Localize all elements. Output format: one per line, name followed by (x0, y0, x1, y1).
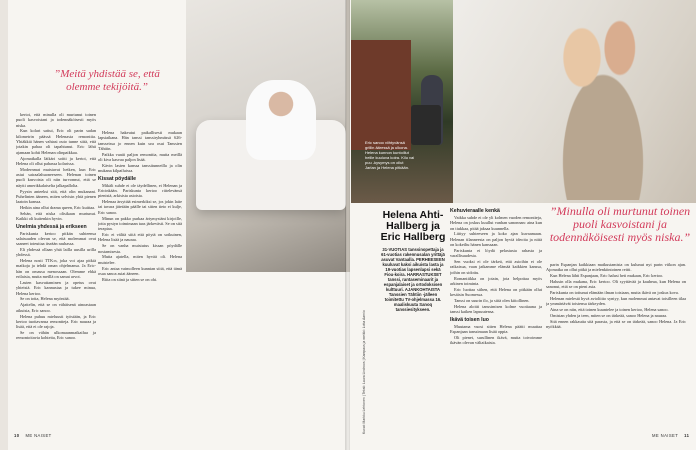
photo-couple-portrait (453, 0, 696, 203)
fact-box-title: Helena Ahti-Hallberg ja Eric Hallberg (380, 209, 446, 243)
paragraph: Sitä ennen rakkautta sitä parasta, ja että se on tärkeää, sanoo Helena. Ja Eric nyökkää. (546, 319, 686, 330)
paragraph: Se on vanha muistutus kissan pöydälle nostamisesta. (98, 243, 182, 254)
photo-grilling (351, 0, 453, 203)
paragraph: Liittyy suhteeseen ja koko ajan kuvaamaan. Helenan tilanneesta on paljon hyviä ideoita ja niitä on kokeiltu hänen kanssaan. (450, 231, 542, 248)
paragraph: Kun Helena lähti Espanjaan, Eric halusi heti mukaan, Eric kertoo. (550, 273, 664, 279)
paragraph: Eric antaa vaimolleen kunnian siitä, että tämä osaa sanoa asiat ääneen. (98, 265, 182, 276)
fact-box (380, 210, 446, 434)
paragraph: Vaikka suhde ei ole yli kolmen vuoden remontteja, Helena on joskus kuullut vanhan sanonnan: aina kun on tiukkaa, pitää jaksaa kuunnella. (450, 215, 542, 231)
photo-credit: Kuvat: Markku Lehtonen | Teksti: Laura Lindroos | Kampaus ja meikki: Lotta Aarnio (362, 310, 366, 434)
paragraph: Ajomatkalla läikäri soitti ja kertoi, että Helena oli ollut pahassa kolarissa. (16, 155, 96, 166)
folio-left (14, 433, 52, 438)
paragraph: Eric ei välitä siitä että pöytä on sotkuinen, Helena lisää ja nauraa. (98, 232, 182, 243)
pull-quote-right: ”Minulla oli murtunut toinen puoli kasvoistani ja todennäköisesti myös niska.” (549, 204, 691, 244)
paragraph: Aina se on niin, että toinen kuuntelee ja toinen kertoo, Helena sanoo. (550, 307, 669, 313)
section-heading: Kissat pöydälle (98, 175, 137, 182)
paragraph: Muutama vuosi sitten Helena päätti muuttaa Espanjaan tanssimaan lisää oppia. (450, 323, 542, 334)
paragraph: Pariskunta ei löydä pelastusta rahasta ja varallisuudesta. (450, 247, 542, 259)
paragraph: Mutta ajatella, miten hyvää oli. Helena muistelee. (98, 254, 182, 265)
section-heading: Ikävä toisen luo (450, 316, 489, 323)
paragraph: parin Espanjan kaikkiaan matkustamista on kulunut nyt parin viikon ajan. Ajomatka on ollut pitkä ja mielenkiintoinen reitti. (546, 262, 686, 273)
paragraph: Se on vähän ulkomaanmatkailua ja remontoitavia kohteita, Eric sanoo. (16, 330, 96, 341)
grill (411, 105, 441, 145)
paragraph: Minun on pakko purkaa ärtymystäni kirjoille, jotta pystyn toimimaan taas järkevästi. Se on sitä terapiaa. (98, 215, 182, 232)
photo-couple-on-sofa (186, 0, 346, 272)
paragraph: Halusin olla mukana, Eric kertoo. Oli syyttävää ja kauheaa, kun Helena on sanonut, että se on pieni asia. (546, 279, 686, 290)
paragraph: Pariskunta on tottunut elämään ilman toisiaan, mutta ikävä on joskus kova. (550, 290, 679, 296)
paragraph: Omistan yhden ja teen, miten se on tärkeää, sanoo Helena ja nauraa. (550, 313, 668, 319)
left-edge-strip (0, 0, 8, 450)
paragraph: Romantiikka on jotain, jota helpottaa myös arkinen toiminta. (450, 275, 542, 286)
paragraph: Oli pienet, surullinen ikävä, mutta toivoimme ikävän olevan väliaikaista. (450, 334, 542, 345)
paragraph: Helena hakeutui paikallisesti mukaan lapsiaikana. Hän tanssi tanssiryhmässä 626-tansseissa jo ennen kuin ura osui Tanssien Tähtiin. (98, 130, 182, 151)
folio-right (652, 433, 689, 438)
paragraph: Paikka vaatii paljon remonttia, mutta meillä oli kiva kasvaa paljon lisää. (98, 151, 182, 163)
paragraph: Kävin lasten kanssa tanssitunneilla ja olin mukana kilpailuissa. (98, 162, 182, 174)
paragraph: Kun kolari sattui, Eric oli parin sadan kilometrin päässä Helenasta remonttia. Yhtäkkiä hänen vahtasi outo tunne siitä, että jotakin pahaa oli tapahtunut. Eric lähti ajamaan kohti Helenan olinpaikkaa. (16, 128, 96, 155)
page-number: 10 (14, 433, 20, 438)
paragraph: Helena puhuu mieluusti työstään, ja Eric kertoo tuottavansa remontteja. Eric nauraa ja lisää, että ei ole rajoja. (16, 313, 96, 330)
paragraph: Helena aloitti tanssimisen kolme vuotiaana ja tanssi kaiken lapsuutensa. (450, 303, 542, 315)
couple-figure (533, 10, 673, 200)
magazine-title: ME NAISET (652, 433, 679, 438)
paragraph: Mikäli suhde ei ole täydellinen, ei Helenan ja Ericinkään. Pariskunta kertoo riitelevänsä pienistä, arkisista asioista. (98, 182, 182, 199)
paragraph: Tanssi on suurin ilo, ja siitä olen kiitollinen. (454, 298, 530, 304)
pull-quote-left: ”Meitä yhdistää se, että olemme tekijöitä.” (54, 68, 160, 93)
paragraph: Pyysin anteeksi sitä, että olin mukanani. Puhelinten ääneen, miten selvisin yhtä pienen laatoin kanssa. (16, 188, 96, 205)
paragraph: Modernmat muistavat hetken, kun Eric astui sairaalahuoneeseen. Helenan toinen puoli kasvoista oli niin turvonnut, että se näytti amerikkalaiselta jalkapallolta. (16, 166, 96, 188)
article-column-left-2 (98, 130, 182, 434)
article-column-right-2 (546, 262, 686, 434)
section-heading: Kehuvieraalle kenkä (450, 208, 500, 214)
paragraph: Lasten kasvattaminen ja opetus ovat yhteisiä. Eric kannustaa ja tukee minua, Helena kertoo. (16, 279, 96, 296)
paragraph: Ajattelin, että se on vähäisenä ainoastaan aikuisia, Eric sanoo. (16, 302, 96, 313)
paragraph: Pariskunta kertoo pitkän suhteensa salaisuuden olevan se, että molemmat ovat saaneet toteuttaa itseään rauhassa. (16, 230, 96, 247)
paragraph: Heikin aina ollut drama queen, Eric kuittaa. (20, 205, 96, 211)
paragraph: Sen vuoksi ei ole tärkeä, että asioihin ei ole ratkaisua, vaan jatkamme elämää kaikkien kanssa, joihin on sidottu. (450, 259, 542, 275)
paragraph: kertoi, että minulla oli murtunut toinen puoli kasvoistani ja todennäköisesti myös niska. (16, 112, 96, 128)
fact-box-text: 31-VUOTIAS tanssinopettaja ja 61-vuotias rakennusalan yrittäjä asuvat Vantaalla. PERHEESEEN kuuluvat kaksi aikuista lasta ja 19-vuotias lapsenlapsi sekä Fiou-koira. HARRASTUKSET tanssi, rantaseminaarit ja espanjalaiset ja ortodoksisen kulttuuri. AJANKOHTAISTA Tanssien Tähtiin -jälleen toimitettu TV-ohjelmassa 16. maaliskuuta Sanoq tanssiesitykseen. (381, 247, 445, 312)
paragraph: Helenaa ärsyttää esimerkiksi se, jos jokin laite tai tavara jätetään päälle tai sitten tieto ei kulje, Eric sanoo. (98, 199, 182, 215)
paragraph: Riita on siinä ja sitten se on ohi. (102, 276, 158, 282)
paragraph: Helenan mielestä hyvä avioliitto syntyy, kun molemmat antavat toisilleen tilaa ja ymmärtävät toistensa tärkeyden. (546, 296, 686, 307)
section-heading: Unelmia yhdessä ja erikseen (16, 223, 87, 230)
paragraph: Eric luottaa siihen, että Helena on pitkään ollut kesäisin Suomessa. (450, 286, 542, 298)
paragraph: Helena nosti TTK:n, joka voi ajaa pitkiä matkoja ja tehdä oman ohjelmansa. Ja Eric-hän on omassa menossaan. Olemme ehkä erilaisia, mutta meillä on samat arvot. (16, 258, 96, 280)
article-column-left-1 (16, 112, 96, 434)
paragraph: Sehän, että niska olisikaan murtunut. Kaikki oli kuitenkin hyvin. (16, 210, 96, 222)
paragraph: Eli yhdessä ollaan yhtä lailla uusilla urilla yhdessä. (16, 246, 96, 258)
photo-caption: Eric sanoo viihtyvänsä grillin ääressä ja ulkona. Helena kunnon kuntoillut heille kuuluva koira. Kilu vai puu -kysymys on ollut Jarlan ja Helena pitkään. (365, 140, 415, 170)
page-number: 11 (684, 433, 690, 438)
house-wall (351, 40, 411, 150)
magazine-title: ME NAISET (25, 433, 52, 438)
article-column-right-1 (450, 206, 542, 434)
paragraph: Se on totta, Helena myöntää. (20, 296, 70, 302)
